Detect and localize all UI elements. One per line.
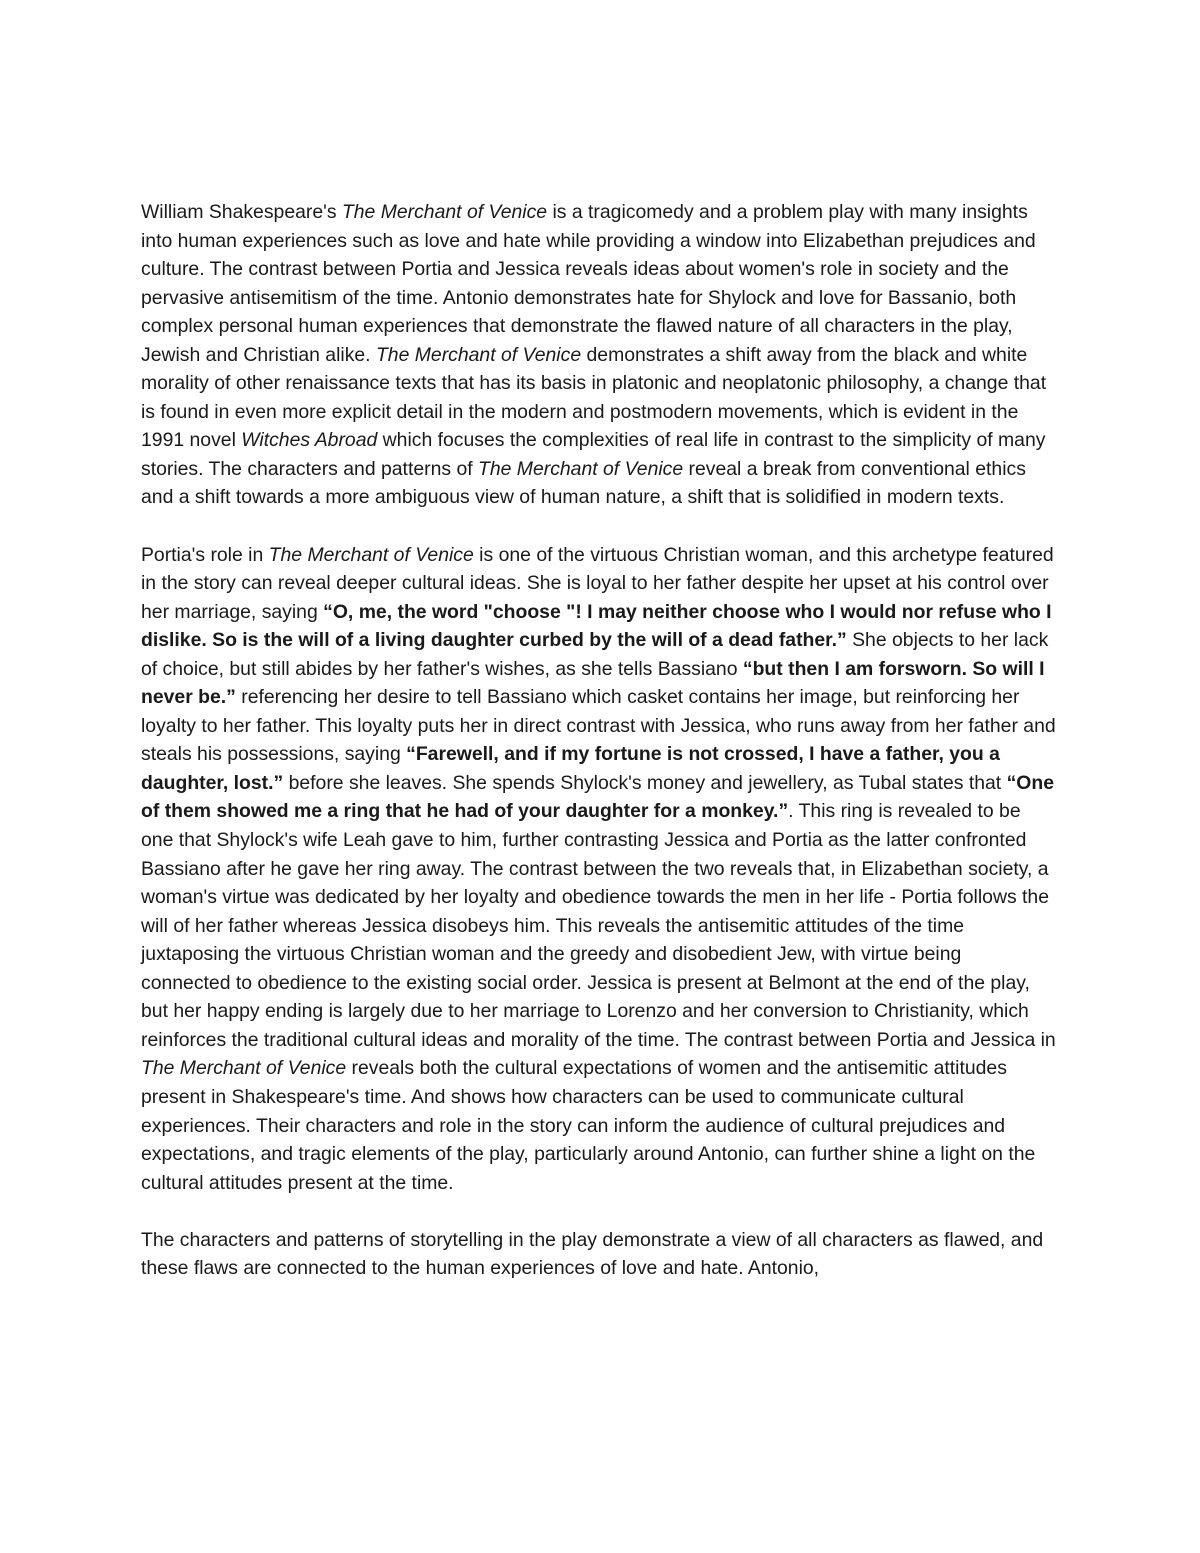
quote: “O, me, the word "choose "! I may neither choose who I would nor refuse who I dislike. So is the will of a living daughter curbed by the will of a dead father.”: [141, 600, 1052, 652]
text-run: reveal a break from conventional ethics and a shift towards a more ambiguous view of human nature, a shift that is solidified in modern texts.: [141, 457, 1026, 509]
text-run: referencing her desire to tell Bassiano which casket contains her image, but reinforcing her loyalty to her father. This loyalty puts her in direct contrast with Jessica, who runs away from her father and steals his possessions, saying: [141, 686, 1056, 766]
text-run: . This ring is revealed to be one that Shylock's wife Leah gave to him, further contrasting Jessica and Portia as the latter confronted Bassiano after he gave her ring away. The contrast between the two reveals that, in Elizabethan society, a woman's virtue was dedicated by her loyalty and obedience towards the men in her life - Portia follows the will of her father whereas Jessica disobeys him. This reveals the antisemitic attitudes of the time juxtaposing the virtuous Christian woman and the greedy and disobedient Jew, with virtue being connected to obedience to the existing social order. Jessica is present at Belmont at the end of the play, but her happy ending is largely due to her marriage to Lorenzo and her conversion to Christianity, which reinforces the traditional cultural ideas and morality of the time. The contrast between Portia and Jessica in: [141, 800, 1056, 1051]
text-run: before she leaves. She spends Shylock's money and jewellery, as Tubal states that: [283, 771, 1007, 794]
text-run: demonstrates a shift away from the black and white morality of other renaissance texts that has its basis in platonic and neoplatonic philosophy, a change that is found in even more explicit detail in the modern and postmodern movements, which is evident in the 1991 novel: [141, 343, 1047, 452]
play-title: The Merchant of Venice: [141, 1057, 347, 1080]
text-run: William Shakespeare's: [141, 201, 342, 223]
quote: “One of them showed me a ring that he had of your daughter for a monkey.”: [141, 771, 1054, 823]
text-run: Portia's role in: [141, 543, 269, 566]
novel-title: Witches Abroad: [241, 429, 378, 452]
paragraph-characters-flawed: [141, 1226, 1056, 1283]
essay-body: [141, 198, 1056, 1311]
quote: “Farewell, and if my fortune is not crossed, I have a father, you a daughter, lost.”: [141, 743, 1000, 794]
play-title: The Merchant of Venice: [478, 457, 684, 480]
text-run: is a tragicomedy and a problem play with many insights into human experiences such as love and hate while providing a window into Elizabethan prejudices and culture. The contrast between Portia and Jessica reveals ideas about women's role in society and the pervasive antisemitism of the time. Antonio demonstrates hate for Shylock and love for Bassanio, both complex personal human experiences that demonstrate the flawed nature of all characters in the play, Jewish and Christian alike.: [141, 201, 1036, 366]
text-run: which focuses the complexities of real life in contrast to the simplicity of many stories. The characters and patterns of: [141, 429, 1046, 480]
play-title: The Merchant of Venice: [341, 201, 548, 223]
text-run: reveals both the cultural expectations of women and the antisemitic attitudes present in Shakespeare's time. And shows how characters can be used to communicate cultural experiences. Their characters and role in the story can inform the audience of cultural prejudices and expectations, and tragic elements of the play, particularly around Antonio, can further shine a light on the cultural attitudes present at the time.: [141, 1057, 1036, 1194]
play-title: The Merchant of Venice: [375, 343, 582, 366]
text-run: The characters and patterns of storytelling in the play demonstrate a view of all characters as flawed, and these flaws are connected to the human experiences of love and hate. Antonio,: [141, 1228, 1044, 1280]
text-run: She objects to her lack of choice, but still abides by her father's wishes, as she tells Bassiano: [141, 629, 1049, 680]
paragraph-intro: [141, 198, 1056, 512]
quote: “but then I am forsworn. So will I never be.”: [141, 657, 1045, 709]
paragraph-portia-jessica: [141, 541, 1056, 1198]
play-title: The Merchant of Venice: [268, 543, 474, 566]
text-run: is one of the virtuous Christian woman, and this archetype featured in the story can reveal deeper cultural ideas. She is loyal to her father despite her upset at his control over her marriage, saying: [141, 543, 1054, 623]
